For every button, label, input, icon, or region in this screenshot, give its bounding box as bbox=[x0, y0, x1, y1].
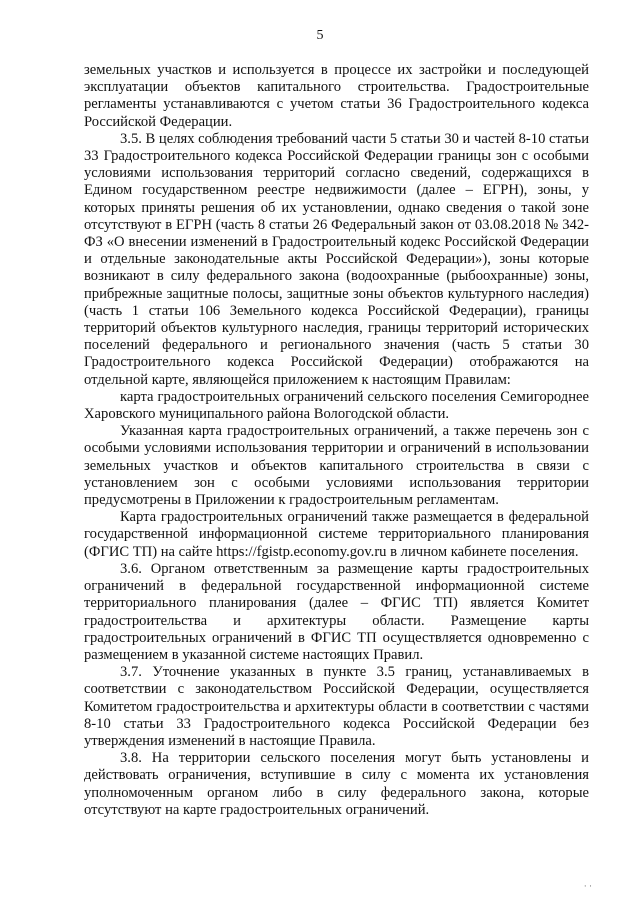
page-number: 5 bbox=[316, 28, 324, 43]
scan-mark-top bbox=[586, 0, 616, 7]
paragraph-3-5: 3.5. В целях соблюдения требований части 5 статьи 30 и частей 8-10 статьи 33 Градостроительного кодекса Российской Федерации границы зон с особыми условиями использования территорий согласно сведений, содержащихся в Едином государственном реестре недвижимости (далее – ЕГРН), зоны, у которых приняты решения об их установлении, однако сведения о такой зоне отсутствуют в ЕГРН (часть 8 статьи 26 Федеральный закон от 03.08.2018 № 342-ФЗ «О внесении изменений в Градостроительный кодекс Российской Федерации и отдельные законодательные акты Российской Федерации»), зоны которые возникают в силу федерального закона (водоохранные (рыбоохранные) зоны, прибрежные защитные полосы, защитные зоны объектов культурного наследия) (часть 1 статьи 106 Земельного кодекса Российской Федерации), границы территорий объектов культурного наследия, границы территорий исторических поселений федерального и регионального значения (часть 5 статьи 30 Градостроительного кодекса Российской Федерации) отображаются на отдельной карте, являющейся приложением к настоящим Правилам: bbox=[84, 130, 590, 388]
paragraph-3-7: 3.7. Уточнение указанных в пункте 3.5 границ, устанавливаемых в соответствии с законодательством Российской Федерации, осуществляется Комитетом градостроительства и архитектуры области в соответствии с частями 8-10 статьи 33 Градостроительного кодекса Российской Федерации без утверждения изменений в настоящие Правила. bbox=[84, 664, 589, 749]
scan-mark-bottom: · · bbox=[583, 881, 592, 891]
paragraph-map-item: карта градостроительных ограничений сельского поселения Семигороднее Харовского муниципального района Вологодской области. bbox=[84, 388, 589, 423]
document-body bbox=[84, 62, 589, 819]
paragraph-continuation: земельных участков и используется в процессе их застройки и последующей эксплуатации объектов капитального строительства. Градостроительные регламенты устанавливаются с учетом статьи 36 Градостроительного кодекса Российской Федерации. bbox=[84, 62, 589, 130]
paragraph-3-8: 3.8. На территории сельского поселения могут быть установлены и действовать ограничения, вступившие в силу с момента их установления уполномоченным органом либо в силу федерального закона, которые отсутствуют на карте градостроительных ограничений. bbox=[84, 750, 589, 818]
paragraph-3-6: 3.6. Органом ответственным за размещение карты градостроительных ограничений в федеральной государственной информационной системе территориального планирования (далее – ФГИС ТП) является Комитет градостроительства и архитектуры области. Размещение карты градостроительных ограничений в ФГИС ТП осуществляется одновременно с размещением в указанной системе настоящих Правил. bbox=[84, 560, 589, 663]
paragraph-fgis-placement: Карта градостроительных ограничений также размещается в федеральной государственной информационной системе территориального планирования (ФГИС ТП) на сайте https://fgistp.economy.gov.ru в личном кабинете поселения. bbox=[84, 509, 589, 560]
paragraph-map-contents: Указанная карта градостроительных ограничений, а также перечень зон с особыми условиями использования территории и ограничений в использовании земельных участков и объектов капитального строительства в связи с установлением зон с особыми условиями использования территории предусмотрены в Приложении к градостроительным регламентам. bbox=[84, 423, 589, 509]
